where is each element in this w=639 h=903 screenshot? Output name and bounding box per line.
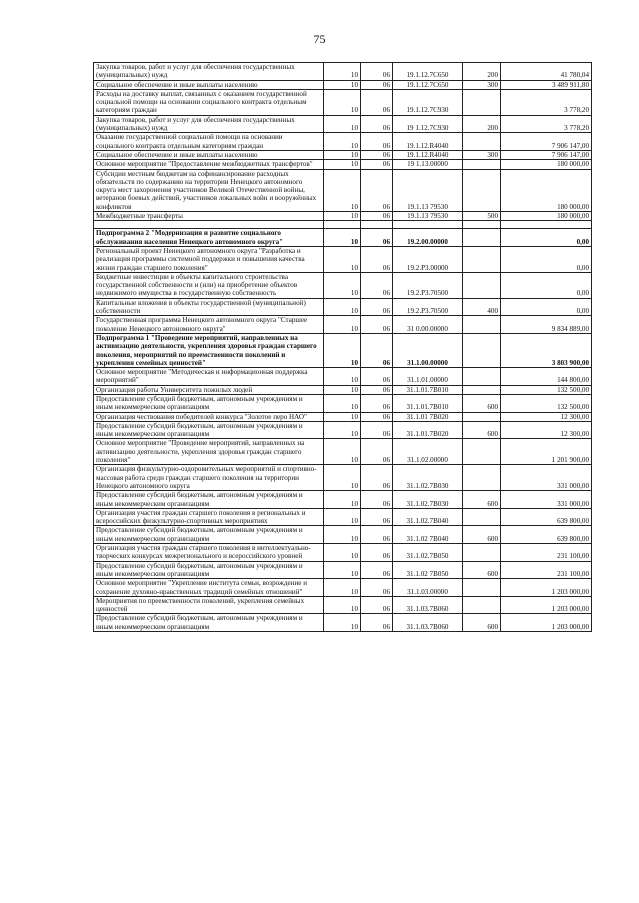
- row-expense-type: [463, 246, 501, 272]
- table-row: [94, 596, 592, 614]
- row-amount: 0,00: [501, 298, 592, 316]
- row-target-code: 31.1.03.7В060: [393, 614, 463, 632]
- table-row: [94, 465, 592, 491]
- row-name: Подпрограмма 1 "Проведение мероприятий, направленных на активизацию деятельности, укрепления здоровья граждан старшего поколения, мероприятий по преемственности поколений и укрепления семейных ценностей": [94, 333, 324, 367]
- row-subsection: 06: [361, 614, 393, 632]
- table-row: [94, 221, 592, 229]
- row-subsection: 06: [361, 246, 393, 272]
- page-number: 75: [313, 32, 326, 46]
- row-subsection: 06: [361, 544, 393, 562]
- row-amount: 0,00: [501, 272, 592, 298]
- row-name: Социальное обеспечение и иные выплаты населению: [94, 80, 324, 89]
- row-expense-type: [463, 89, 501, 115]
- row-subsection: 06: [361, 579, 393, 597]
- row-section: 10: [324, 169, 361, 211]
- row-subsection: 06: [361, 229, 393, 247]
- row-name: Предоставление субсидий бюджетным, автономным учреждениям и иным некоммерческим организациям: [94, 561, 324, 579]
- table-row: [94, 150, 592, 159]
- row-subsection: 06: [361, 491, 393, 509]
- row-section: 10: [324, 160, 361, 169]
- row-amount: 0,00: [501, 246, 592, 272]
- row-section: 10: [324, 421, 361, 439]
- row-section: 10: [324, 229, 361, 247]
- table-row: [94, 439, 592, 465]
- row-expense-type: [463, 160, 501, 169]
- row-name: Расходы на доставку выплат, связанных с оказанием государственной социальной помощи на основании социального контракта отдельным категориям граждан: [94, 89, 324, 115]
- row-subsection: 06: [361, 115, 393, 133]
- row-amount: 132 500,00: [501, 385, 592, 394]
- row-name: Предоставление субсидий бюджетным, автономным учреждениям и иным некоммерческим организациям: [94, 421, 324, 439]
- row-amount: 12 300,00: [501, 412, 592, 421]
- row-section: 10: [324, 465, 361, 491]
- row-target-code: 19.2.Р3.70500: [393, 272, 463, 298]
- row-name: Организация участия граждан старшего поколения в интеллектуально-творческих конкурсах межрегионального и всероссийского уровней: [94, 544, 324, 562]
- row-subsection: 06: [361, 526, 393, 544]
- row-name: Предоставление субсидий бюджетным, автономным учреждениям и иным некоммерческим организациям: [94, 394, 324, 412]
- row-target-code: 31.1.01.7В010: [393, 385, 463, 394]
- row-target-code: 19 1.12.7С930: [393, 115, 463, 133]
- row-target-code: 31.1.02.7В030: [393, 465, 463, 491]
- row-target-code: 31.1.02.00000: [393, 439, 463, 465]
- row-target-code: 31 0.00.00000: [393, 316, 463, 334]
- row-amount: 1 203 000,00: [501, 596, 592, 614]
- row-subsection: 06: [361, 316, 393, 334]
- row-section: 10: [324, 491, 361, 509]
- row-expense-type: 200: [463, 115, 501, 133]
- table-row: [94, 316, 592, 334]
- row-amount: 639 800,00: [501, 526, 592, 544]
- row-amount: 331 000,00: [501, 491, 592, 509]
- row-name: [94, 221, 324, 229]
- row-target-code: 19.1.12.7С650: [393, 80, 463, 89]
- row-target-code: 31.1.02.7В030: [393, 491, 463, 509]
- row-expense-type: [463, 316, 501, 334]
- row-subsection: 06: [361, 596, 393, 614]
- table-row: [94, 579, 592, 597]
- table-row: [94, 614, 592, 632]
- row-amount: 3 803 900,00: [501, 333, 592, 367]
- row-target-code: 19.1.13 79530: [393, 212, 463, 221]
- row-name: Основное мероприятие "Методическая и информационная поддержка мероприятий": [94, 368, 324, 386]
- row-expense-type: [463, 579, 501, 597]
- row-amount: 7 906 147,00: [501, 150, 592, 159]
- row-subsection: 06: [361, 368, 393, 386]
- row-amount: 1 203 000,00: [501, 614, 592, 632]
- row-name: Основное мероприятие "Проведение мероприятий, направленных на активизацию деятельности, укрепления здоровья граждан старшего поколения": [94, 439, 324, 465]
- row-amount: 3 778,20: [501, 115, 592, 133]
- row-section: 10: [324, 316, 361, 334]
- table-row: [94, 526, 592, 544]
- row-expense-type: [463, 272, 501, 298]
- row-section: 10: [324, 298, 361, 316]
- table-row: [94, 561, 592, 579]
- row-expense-type: 600: [463, 526, 501, 544]
- table-row: [94, 133, 592, 151]
- row-amount: 639 800,00: [501, 508, 592, 526]
- row-section: 10: [324, 508, 361, 526]
- row-name: Организация физкультурно-оздоровительных мероприятий и спортивно-массовая работа среди граждан старшего поколения на территории Ненецкого автономного округа: [94, 465, 324, 491]
- table-row: [94, 115, 592, 133]
- row-name: Организация участия граждан старшего поколения в региональных и всероссийских физкультурно-спортивных мероприятиях: [94, 508, 324, 526]
- row-target-code: 19.1.12.R4040: [393, 133, 463, 151]
- row-subsection: 06: [361, 439, 393, 465]
- row-section: 10: [324, 561, 361, 579]
- row-section: 10: [324, 89, 361, 115]
- row-subsection: 06: [361, 465, 393, 491]
- row-target-code: 31.1.01.7В020: [393, 421, 463, 439]
- row-subsection: 06: [361, 160, 393, 169]
- table-row: [94, 212, 592, 221]
- row-name: Организация работы Университета пожилых людей: [94, 385, 324, 394]
- row-amount: 9 834 889,00: [501, 316, 592, 334]
- row-expense-type: [463, 544, 501, 562]
- row-expense-type: [463, 229, 501, 247]
- row-name: Подпрограмма 2 "Модернизация и развитие социального обслуживания населения Ненецкого автономного округа": [94, 229, 324, 247]
- budget-table: [93, 62, 592, 632]
- table-row: [94, 544, 592, 562]
- row-target-code: 31.1.01.7В010: [393, 394, 463, 412]
- row-name: Предоставление субсидий бюджетным, автономным учреждениям и иным некоммерческим организациям: [94, 491, 324, 509]
- row-name: Государственная программа Ненецкого автономного округа "Старшее поколение Ненецкого автономного округа": [94, 316, 324, 334]
- row-subsection: 06: [361, 133, 393, 151]
- row-section: 10: [324, 272, 361, 298]
- row-expense-type: 400: [463, 298, 501, 316]
- table-row: [94, 80, 592, 89]
- row-amount: 132 500,00: [501, 394, 592, 412]
- row-subsection: 06: [361, 561, 393, 579]
- row-expense-type: 600: [463, 614, 501, 632]
- row-subsection: 06: [361, 80, 393, 89]
- table-row: [94, 246, 592, 272]
- row-target-code: 31.1.02 7В050: [393, 561, 463, 579]
- row-name: Организация чествования победителей конкурса "Золотое перо НАО": [94, 412, 324, 421]
- table-row: [94, 169, 592, 211]
- row-target-code: 31.1.03.7В060: [393, 596, 463, 614]
- row-section: 10: [324, 385, 361, 394]
- row-amount: 180 000,00: [501, 212, 592, 221]
- row-section: 10: [324, 212, 361, 221]
- table-row: [94, 229, 592, 247]
- table-row: [94, 385, 592, 394]
- row-subsection: 06: [361, 508, 393, 526]
- row-amount: 180 000,00: [501, 160, 592, 169]
- row-target-code: 31.1.01 7В020: [393, 412, 463, 421]
- row-section: 10: [324, 614, 361, 632]
- row-subsection: 06: [361, 421, 393, 439]
- row-section: 10: [324, 150, 361, 159]
- row-expense-type: [463, 465, 501, 491]
- table-row: [94, 412, 592, 421]
- row-name: Межбюджетные трансферты: [94, 212, 324, 221]
- row-expense-type: 300: [463, 150, 501, 159]
- row-subsection: 06: [361, 169, 393, 211]
- row-section: 10: [324, 133, 361, 151]
- row-expense-type: 600: [463, 394, 501, 412]
- row-section: 10: [324, 368, 361, 386]
- row-target-code: 31.1.02.7В050: [393, 544, 463, 562]
- table-row: [94, 491, 592, 509]
- row-subsection: 06: [361, 63, 393, 81]
- row-amount: 1 203 000,00: [501, 579, 592, 597]
- table-row: [94, 394, 592, 412]
- row-expense-type: [463, 412, 501, 421]
- row-section: 10: [324, 80, 361, 89]
- row-name: Капитальные вложения в объекты государственной (муниципальной) собственности: [94, 298, 324, 316]
- row-expense-type: 600: [463, 491, 501, 509]
- row-target-code: 31.1.01.00000: [393, 368, 463, 386]
- row-amount: 180 000,00: [501, 169, 592, 211]
- row-name: Региональный проект Ненецкого автономного округа "Разработка и реализация программы системной поддержки и повышения качества жизни граждан старшего поколения": [94, 246, 324, 272]
- row-amount: 41 780,04: [501, 63, 592, 81]
- row-subsection: 06: [361, 150, 393, 159]
- row-name: Социальное обеспечение и иные выплаты населению: [94, 150, 324, 159]
- row-amount: 231 100,00: [501, 544, 592, 562]
- table-row: [94, 160, 592, 169]
- row-expense-type: [463, 368, 501, 386]
- row-name: Бюджетные инвестиции в объекты капитального строительства государственной собственности и (или) на приобретение объектов недвижимого имущества в государственную собственность: [94, 272, 324, 298]
- row-section: 10: [324, 333, 361, 367]
- row-target-code: 31.1.03.00000: [393, 579, 463, 597]
- row-name: Субсидии местным бюджетам на софинансирование расходных обязательств по содержанию на территории Ненецкого автономного округа мест захоронения участников Великой Отечественной войны, ветеранов боевых действий, участников локальных войн и вооружённых конфликтов: [94, 169, 324, 211]
- row-amount: [501, 221, 592, 229]
- table-row: [94, 508, 592, 526]
- row-name: Закупка товаров, работ и услуг для обеспечения государственных (муниципальных) нужд: [94, 63, 324, 81]
- table-row: [94, 272, 592, 298]
- row-target-code: 19.2.Р3.70500: [393, 298, 463, 316]
- row-amount: 1 201 900,00: [501, 439, 592, 465]
- row-target-code: 19.1.12.7С650: [393, 63, 463, 81]
- table-row: [94, 89, 592, 115]
- row-section: 10: [324, 394, 361, 412]
- row-name: Мероприятия по преемственности поколений, укрепления семейных ценностей: [94, 596, 324, 614]
- row-subsection: 06: [361, 212, 393, 221]
- row-subsection: 06: [361, 89, 393, 115]
- table-row: [94, 63, 592, 81]
- row-target-code: 19.2.Р3.00000: [393, 246, 463, 272]
- row-expense-type: 200: [463, 63, 501, 81]
- row-target-code: 19.1.13 79530: [393, 169, 463, 211]
- row-expense-type: 600: [463, 561, 501, 579]
- row-amount: 3 489 911,80: [501, 80, 592, 89]
- row-amount: 144 800,00: [501, 368, 592, 386]
- row-expense-type: [463, 333, 501, 367]
- row-section: 10: [324, 63, 361, 81]
- row-section: 10: [324, 579, 361, 597]
- row-target-code: 19.2.00.00000: [393, 229, 463, 247]
- row-amount: 331 000,00: [501, 465, 592, 491]
- row-subsection: 06: [361, 333, 393, 367]
- row-expense-type: [463, 385, 501, 394]
- row-section: [324, 221, 361, 229]
- table-row: [94, 368, 592, 386]
- row-expense-type: [463, 133, 501, 151]
- row-section: 10: [324, 544, 361, 562]
- row-expense-type: [463, 596, 501, 614]
- row-amount: 7 906 147,00: [501, 133, 592, 151]
- row-section: 10: [324, 246, 361, 272]
- row-amount: 12 300,00: [501, 421, 592, 439]
- row-subsection: 06: [361, 298, 393, 316]
- row-subsection: [361, 221, 393, 229]
- row-expense-type: [463, 221, 501, 229]
- row-name: Оказание государственной социальной помощи на основании социального контракта отдельным категориям граждан: [94, 133, 324, 151]
- row-expense-type: [463, 169, 501, 211]
- row-amount: 3 778,20: [501, 89, 592, 115]
- row-target-code: [393, 221, 463, 229]
- row-target-code: 19 1.13.00000: [393, 160, 463, 169]
- row-expense-type: [463, 439, 501, 465]
- row-section: 10: [324, 526, 361, 544]
- row-section: 10: [324, 439, 361, 465]
- row-subsection: 06: [361, 385, 393, 394]
- row-expense-type: 300: [463, 80, 501, 89]
- row-target-code: 31.1.02 7В040: [393, 526, 463, 544]
- budget-table-body: [94, 63, 592, 632]
- row-subsection: 06: [361, 272, 393, 298]
- row-target-code: 19.1.12.R4040: [393, 150, 463, 159]
- table-row: [94, 421, 592, 439]
- table-row: [94, 298, 592, 316]
- row-section: 10: [324, 115, 361, 133]
- row-name: Предоставление субсидий бюджетным, автономным учреждениям и иным некоммерческим организациям: [94, 526, 324, 544]
- row-section: 10: [324, 596, 361, 614]
- row-expense-type: 500: [463, 212, 501, 221]
- row-section: 10: [324, 412, 361, 421]
- row-expense-type: 600: [463, 421, 501, 439]
- row-amount: 0,00: [501, 229, 592, 247]
- row-target-code: 31.1.02.7В040: [393, 508, 463, 526]
- row-name: Основное мероприятие "Предоставление межбюджетных трансфертов": [94, 160, 324, 169]
- row-name: Основное мероприятие "Укрепление института семьи, возрождение и сохранение духовно-нравственных традиций семейных отношений": [94, 579, 324, 597]
- row-name: Закупка товаров, работ и услуг для обеспечения государственных (муниципальных) нужд: [94, 115, 324, 133]
- row-name: Предоставление субсидий бюджетным, автономным учреждениям и иным некоммерческим организациям: [94, 614, 324, 632]
- row-expense-type: [463, 508, 501, 526]
- table-row: [94, 333, 592, 367]
- row-target-code: 19.1.12.7С930: [393, 89, 463, 115]
- row-amount: 231 100,00: [501, 561, 592, 579]
- row-target-code: 31.1.00.00000: [393, 333, 463, 367]
- row-subsection: 06: [361, 412, 393, 421]
- row-subsection: 06: [361, 394, 393, 412]
